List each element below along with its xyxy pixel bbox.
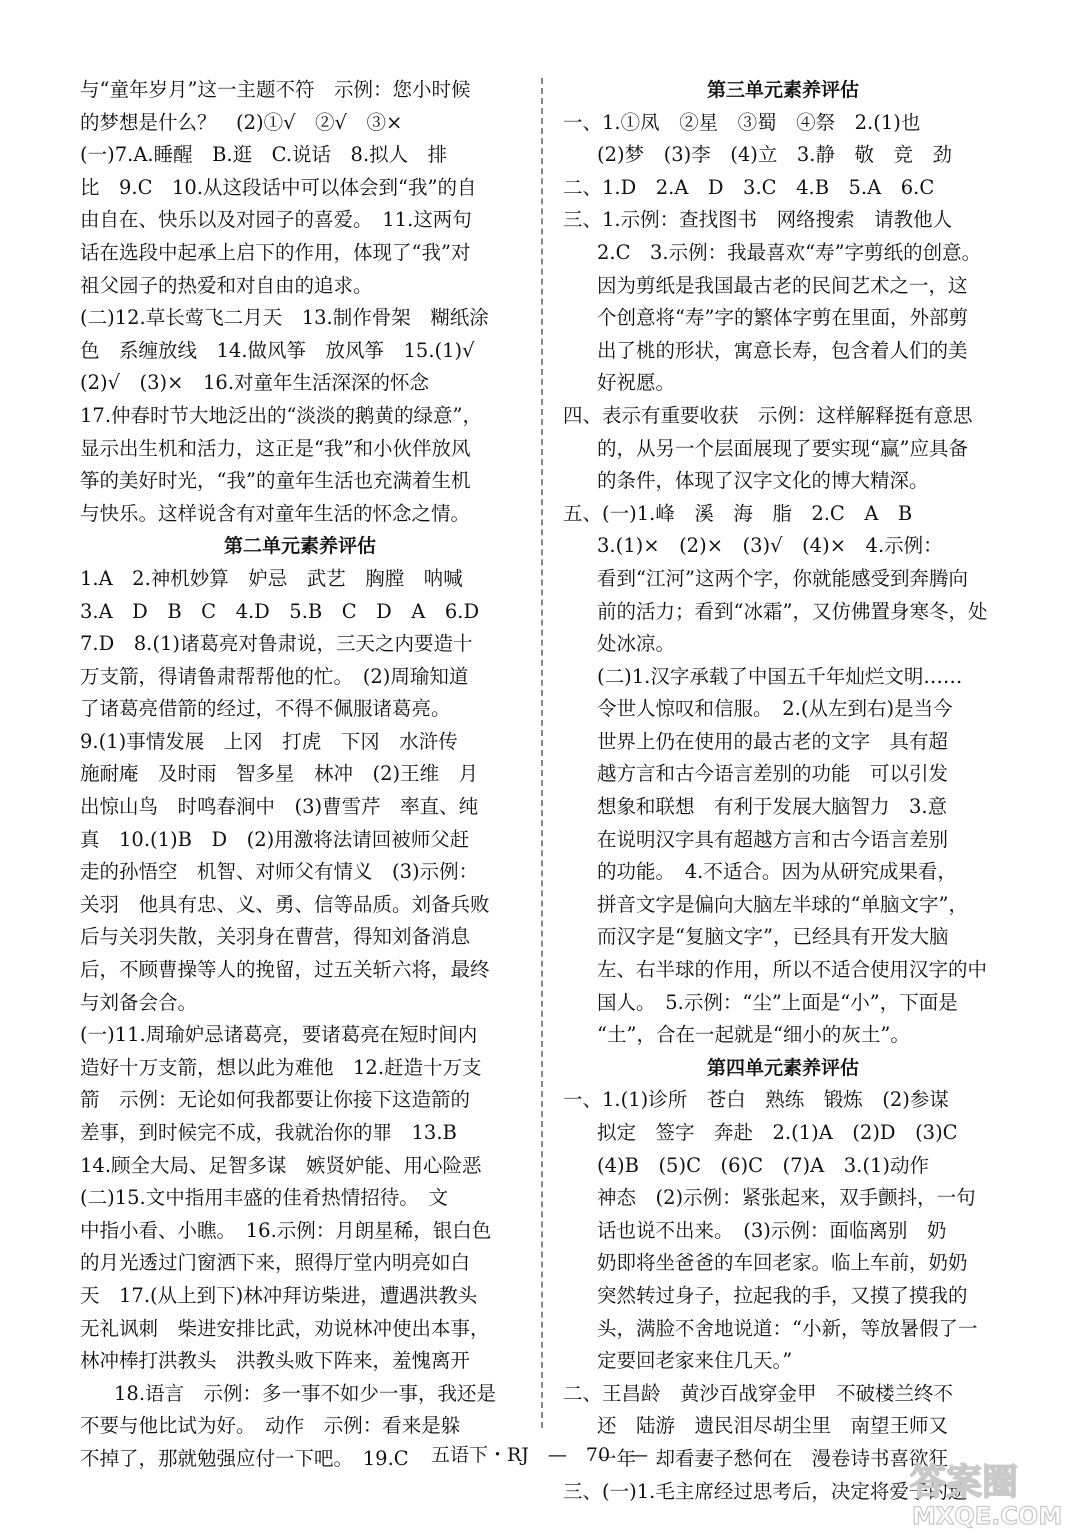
- text-line: 走的孙悟空 机智、对师父有情义 (3)示例：: [80, 860, 479, 884]
- text-line: 拟定 签字 奔赴 2.(1)A (2)D (3)C: [597, 1121, 958, 1144]
- text-line: 想象和联想 有利于发展大脑智力 3.意: [597, 795, 948, 819]
- text-line: 由自在、快乐以及对园子的喜爱。 11.这两句: [80, 208, 472, 232]
- text-line: 18.语言 示例：多一事不如少一事，我还是: [114, 1381, 497, 1405]
- text-line: 显示出生机和活力，这正是“我”和小伙伴放风: [80, 436, 471, 460]
- text-line: 的，从另一个层面展现了要实现“赢”应具备: [597, 436, 968, 460]
- section-heading: 第四单元素养评估: [706, 1056, 859, 1079]
- text-line: 9.(1)事情发展 上冈 打虎 下冈 水浒传: [80, 729, 458, 753]
- text-line: (4)B (5)C (6)C (7)A 3.(1)动作: [597, 1153, 929, 1177]
- text-line: 施耐庵 及时雨 智多星 林冲 (2)王维 月: [80, 762, 479, 786]
- text-line: 差事，到时候完不成，我就治你的罪 13.B: [80, 1121, 457, 1144]
- text-line: 1.A 2.神机妙算 妒忌 武艺 胸膛 呐喊: [80, 566, 463, 590]
- text-line: (一)11.周瑜妒忌诸葛亮，要诸葛亮在短时间内: [80, 1023, 478, 1047]
- text-line: 出了桃的形状，寓意长寿，包含着人们的美: [597, 338, 968, 362]
- text-line: 处冰凉。: [597, 632, 676, 656]
- text-line: 一、1.(1)诊所 苍白 熟练 锻炼 (2)参谋: [563, 1088, 949, 1112]
- text-line: 7.D 8.(1)诸葛亮对鲁肃说，三天之内要造十: [80, 632, 473, 656]
- text-line: 与“童年岁月”这一主题不符 示例：您小时候: [80, 78, 471, 101]
- watermark-logo: [900, 1450, 1070, 1530]
- text-line: 无礼讽刺 柴进安排比武，劝说林冲使出本事，: [80, 1316, 490, 1340]
- text-line: 3.A D B C 4.D 5.B C D A 6.D: [80, 599, 480, 623]
- text-line: 还 陆游 遗民泪尽胡尘里 南望王师又: [597, 1414, 949, 1438]
- text-line: 话也说不出来。 (3)示例：面临离别 奶: [597, 1218, 947, 1242]
- text-line: 比 9.C 10.从这段话中可以体会到“我”的自: [80, 175, 477, 199]
- text-line: 越方言和古今语言差别的功能 可以引发: [597, 762, 949, 786]
- text-line: 与刘备会合。: [80, 990, 198, 1014]
- right-column: [563, 74, 1003, 1508]
- left-column: [80, 74, 520, 1476]
- text-line: 中指小看、小瞧。 16.示例：月朗星稀，银白色: [80, 1218, 492, 1242]
- text-line: (2)√ (3)× 16.对童年生活深深的怀念: [80, 371, 430, 395]
- text-line: 而汉字是“复脑文字”，已经具有开发大脑: [597, 925, 949, 949]
- text-line: 世界上仍在使用的最古老的文字 具有超: [597, 729, 949, 753]
- text-line: 真 10.(1)B D (2)用激将法请回被师父赶: [80, 827, 470, 851]
- text-line: 神态 (2)示例：紧张起来，双手颤抖，一句: [597, 1186, 976, 1210]
- text-line: 出惊山鸟 时鸣春涧中 (3)曹雪芹 率直、纯: [80, 795, 479, 819]
- text-line: 万支箭，得请鲁肃帮帮他的忙。 (2)周瑜知道: [80, 664, 469, 688]
- text-line: 奶即将坐爸爸的车回老家。临上车前，奶奶: [597, 1251, 968, 1275]
- text-line: 天 17.(从上到下)林冲拜访柴进，遭遇洪教头: [80, 1283, 478, 1307]
- page-footer: 五语下・RJ — 70 —: [430, 1444, 649, 1466]
- text-line: 与快乐。这样说含有对童年生活的怀念之情。: [80, 501, 471, 525]
- text-line: (一)7.A.睡醒 B.逛 C.说话 8.拟人 排: [80, 143, 448, 167]
- text-line: (2)梦 (3)李 (4)立 3.静 敬 竞 劲: [597, 143, 952, 167]
- text-line: 造好十万支箭，想以此为难他 12.赶造十万支: [80, 1055, 482, 1079]
- watermark-text: 答案圈: [910, 1462, 1019, 1503]
- text-line: 前的活力；看到“冰霜”，又仿佛置身寒冬，处: [597, 599, 988, 623]
- text-line: 突然转过身子，拉起我的手，又摸了摸我的: [597, 1283, 968, 1307]
- text-line: 色 系缠放线 14.做风筝 放风筝 15.(1)√: [80, 338, 475, 362]
- text-line: 五、(一)1.峰 溪 海 脂 2.C A B: [563, 501, 913, 525]
- text-line: 话在选段中起承上启下的作用，体现了“我”对: [80, 240, 471, 264]
- text-line: 三、(一)1.毛主席经过思考后，决定将爱子的遗: [563, 1479, 968, 1503]
- text-line: 国人。 5.示例：“尘”上面是“小”，下面是: [597, 990, 958, 1014]
- section-heading: 第二单元素养评估: [223, 535, 376, 558]
- text-line: (二)12.草长莺飞二月天 13.制作骨架 糊纸涂: [80, 306, 489, 330]
- text-line: 三、1.示例：查找图书 网络搜索 请教他人: [563, 208, 953, 232]
- text-line: 2.C 3.示例：我最喜欢“寿”字剪纸的创意。: [597, 240, 982, 264]
- text-line: 不掉了，那就勉强应付一下吧。 19.C: [80, 1446, 409, 1470]
- text-line: 头，满脸不舍地说道：“小新，等放暑假了一: [597, 1316, 978, 1340]
- text-line: 的条件，体现了汉字文化的博大精深。: [597, 469, 929, 493]
- text-line: 四、表示有重要收获 示例：这样解释挺有意思: [563, 403, 973, 427]
- text-line: 箭 示例：无论如何我都要让你接下这造箭的: [80, 1088, 471, 1112]
- text-line: 17.仲春时节大地泛出的“淡淡的鹅黄的绿意”，: [80, 403, 482, 427]
- text-line: 的功能。 4.不适合。因为从研究成果看，: [597, 860, 957, 884]
- watermark-domain: MXQE.COM: [912, 1502, 1063, 1530]
- text-line: 的月光透过门窗洒下来，照得厅堂内明亮如白: [80, 1251, 471, 1275]
- text-line: (二)1.汉字承载了中国五千年灿烂文明……: [597, 664, 963, 688]
- text-line: 后，不顾曹操等人的挽留，过五关斩六将，最终: [80, 958, 490, 982]
- text-line: 14.顾全大局、足智多谋 嫉贤妒能、用心险恶: [80, 1153, 482, 1177]
- text-line: (二)15.文中指用丰盛的佳肴热情招待。 文: [80, 1186, 448, 1210]
- text-line: 关羽 他具有忠、义、勇、信等品质。刘备兵败: [80, 892, 490, 916]
- text-line: 一、1.①凤 ②星 ③蜀 ④祭 2.(1)也: [563, 110, 921, 134]
- text-line: 拼音文字是偏向大脑左半球的“单脑文字”，: [597, 892, 968, 916]
- text-line: 令世人惊叹和信服。 2.(从左到右)是当今: [597, 697, 953, 721]
- text-line: 一年 却看妻子愁何在 漫卷诗书喜欲狂: [597, 1446, 949, 1470]
- text-line: 3.(1)× (2)× (3)√ (4)× 4.示例：: [597, 534, 943, 558]
- text-line: 个创意将“寿”字的繁体字剪在里面，外部剪: [597, 306, 968, 330]
- column-divider: [541, 78, 543, 1428]
- text-line: “土”，合在一起就是“细小的灰土”。: [597, 1023, 910, 1047]
- text-line: 好祝愿。: [597, 371, 676, 395]
- text-line: 了诸葛亮借箭的经过，不得不佩服诸葛亮。: [80, 697, 451, 721]
- text-line: 不要与他比试为好。 动作 示例：看来是躲: [80, 1414, 461, 1438]
- section-heading: 第三单元素养评估: [706, 79, 859, 101]
- text-line: 二、王昌龄 黄沙百战穿金甲 不破楼兰终不: [563, 1381, 954, 1405]
- text-line: 筝的美好时光，“我”的童年生活也充满着生机: [80, 469, 471, 493]
- text-line: 在说明汉字具有超越方言和古今语言差别: [597, 827, 949, 851]
- text-line: 二、1.D 2.A D 3.C 4.B 5.A 6.C: [563, 175, 935, 199]
- text-line: 因为剪纸是我国最古老的民间艺术之一，这: [597, 273, 968, 297]
- text-line: 祖父园子的热爱和对自由的追求。: [80, 273, 373, 297]
- text-line: 林冲棒打洪教头 洪教头败下阵来，羞愧离开: [80, 1349, 471, 1373]
- text-line: 的梦想是什么？ (2)①√ ②√ ③×: [80, 110, 403, 134]
- text-line: 左、右半球的作用，所以不适合使用汉字的中: [597, 958, 988, 982]
- text-line: 定要回老家来住几天。”: [597, 1349, 793, 1373]
- text-line: 后与关羽失散，关羽身在曹营，得知刘备消息: [80, 925, 471, 949]
- text-line: 看到“江河”这两个字，你就能感受到奔腾向: [597, 566, 968, 590]
